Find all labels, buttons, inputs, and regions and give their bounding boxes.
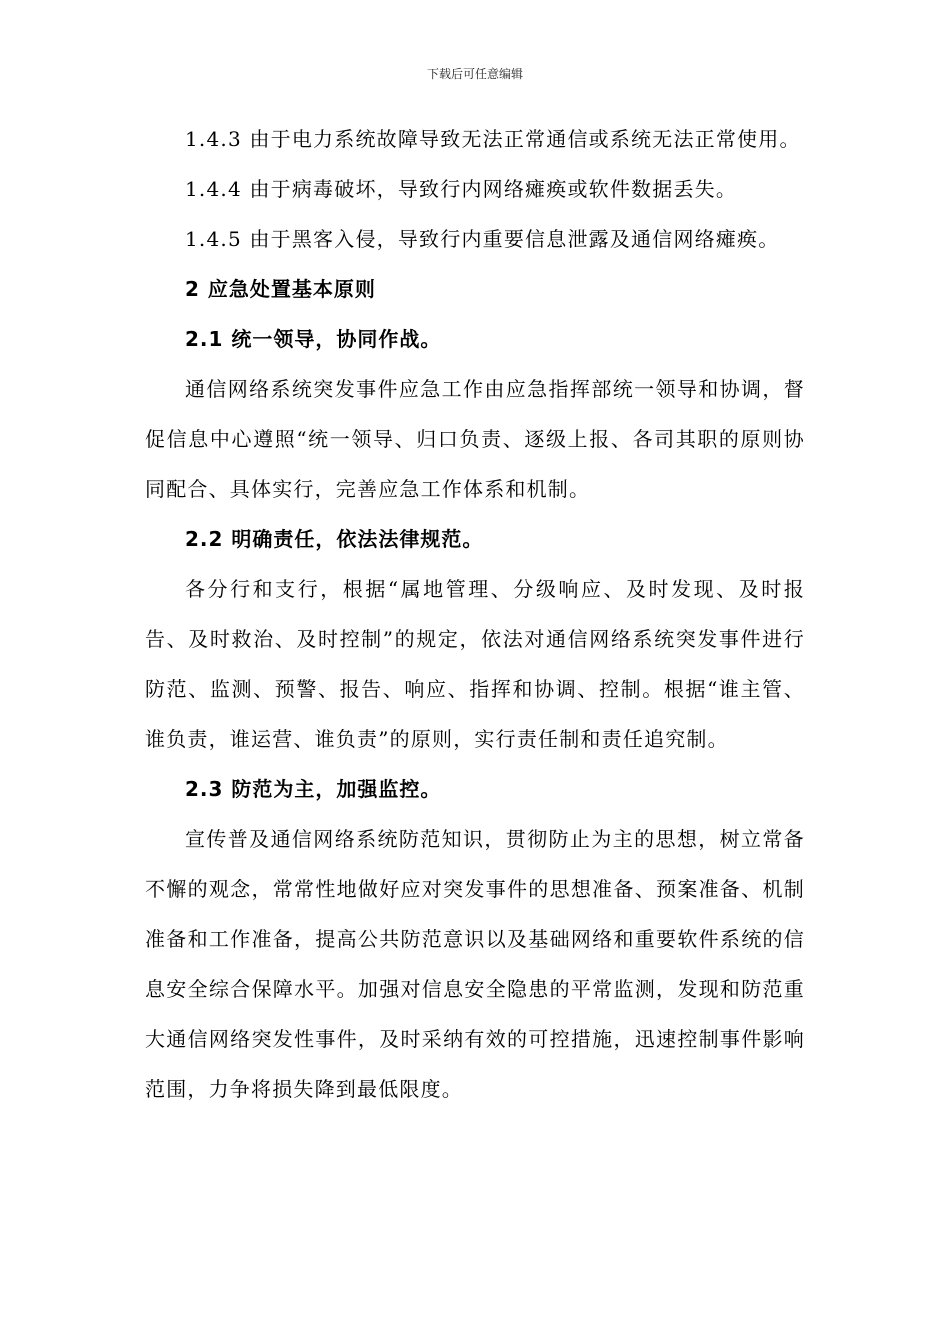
page-header: 下载后可任意编辑 — [426, 67, 523, 81]
subsection-heading-2-3: 2.3 防范为主，加强监控。 — [185, 777, 442, 801]
paragraph-2-3-body: 宣传普及通信网络系统防范知识，贯彻防止为主的思想，树立常备不懈的观念，常常性地做好应对突发事件的思想准备、预案准备、机制准备和工作准备，提高公共防范意识以及基础网络和重要软件系统的信息安全综合保障水平。加强对信息安全隐患的平常监测，发现和防范重大通信网络突发性事件，及时采纳有效的可控措施，迅速控制事件影响范围，力争将损失降到最低限度。 — [145, 827, 805, 1101]
subsection-heading-2-2: 2.2 明确责任，依法法律规范。 — [185, 527, 484, 551]
paragraph-2-1-body: 通信网络系统突发事件应急工作由应急指挥部统一领导和协调，督促信息中心遵照“统一领导、归口负责、逐级上报、各司其职的原则协同配合、具体实行，完善应急工作体系和机制。 — [145, 377, 805, 501]
subsection-heading-2-1: 2.1 统一领导，协同作战。 — [185, 327, 442, 351]
paragraph-1-4-3: 1.4.3 由于电力系统故障导致无法正常通信或系统无法正常使用。 — [185, 127, 801, 151]
document-body — [145, 114, 805, 1114]
paragraph-1-4-4: 1.4.4 由于病毒破坏，导致行内网络瘫痪或软件数据丢失。 — [185, 177, 738, 201]
paragraph-2-2-body: 各分行和支行，根据“属地管理、分级响应、及时发现、及时报告、及时救治、及时控制”的规定，依法对通信网络系统突发事件进行防范、监测、预警、报告、响应、指挥和协调、控制。根据“谁主管、谁负责，谁运营、谁负责”的原则，实行责任制和责任追究制。 — [145, 577, 805, 751]
section-heading-2: 2 应急处置基本原则 — [185, 277, 376, 301]
paragraph-1-4-5: 1.4.5 由于黑客入侵，导致行内重要信息泄露及通信网络瘫痪。 — [185, 227, 780, 251]
